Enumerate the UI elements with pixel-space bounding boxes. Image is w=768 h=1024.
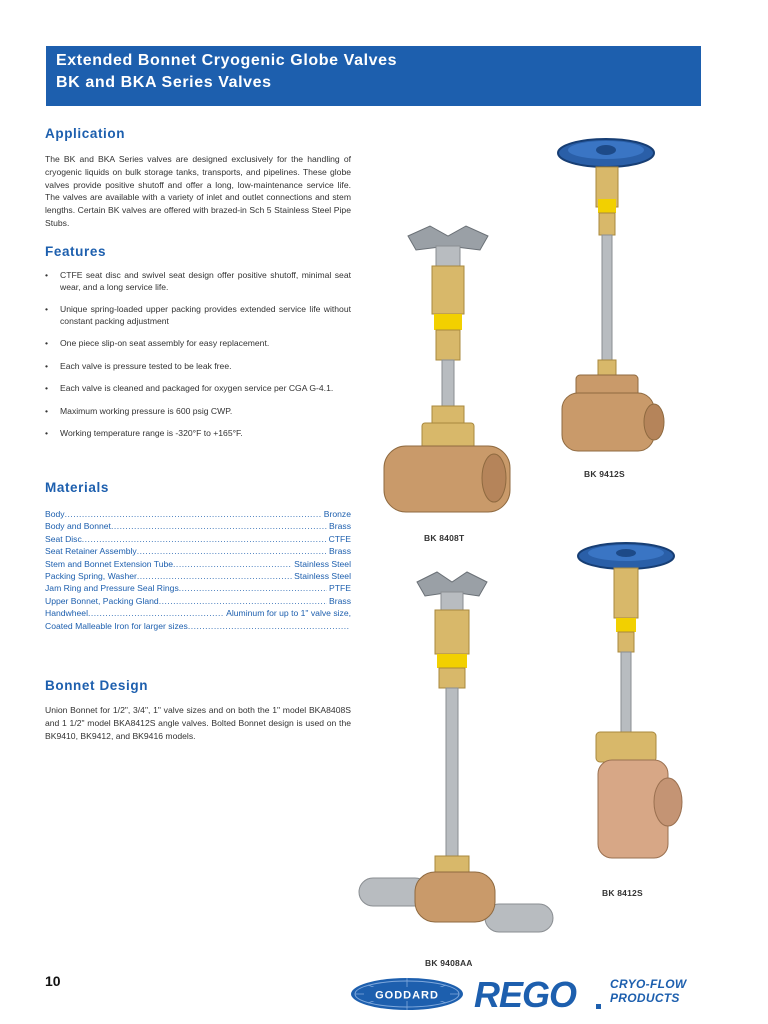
list-item: • Maximum working pressure is 600 psig CWP. (45, 406, 351, 418)
materials-row (45, 520, 351, 532)
materials-list (45, 508, 351, 632)
list-item: • CTFE seat disc and swivel seat design offer positive shutoff, minimal seat wear, and a long service life. (45, 270, 351, 293)
goddard-logo (348, 975, 466, 1013)
product-caption: BK 8412S (602, 888, 643, 898)
page-title: Extended Bonnet Cryogenic Globe Valves (56, 52, 398, 69)
page-subtitle: BK and BKA Series Valves (56, 74, 272, 91)
material-part: Handwheel (45, 608, 88, 619)
list-item: • Each valve is cleaned and packaged for oxygen service per CGA G-4.1. (45, 383, 351, 395)
material-part: Upper Bonnet, Packing Gland (45, 595, 159, 606)
materials-row (45, 533, 351, 545)
svg-text:REGO: REGO (474, 975, 577, 1013)
product-caption: BK 9408AA (425, 958, 473, 968)
application-heading: Application (45, 126, 126, 141)
list-item: • Unique spring-loaded upper packing provides extended service life without constant packing adjustment (45, 304, 351, 327)
materials-row (45, 508, 351, 520)
materials-row (45, 607, 351, 619)
bonnet-design-heading: Bonnet Design (45, 678, 149, 693)
cryo-flow-line2: PRODUCTS (610, 991, 680, 1005)
valve-bk8408t-image (378, 218, 518, 528)
product-caption: BK 8408T (424, 533, 465, 543)
features-list (45, 270, 351, 440)
materials-row (45, 620, 351, 632)
material-value: Brass (329, 595, 351, 606)
list-item: • One piece slip-on seat assembly for easy replacement. (45, 338, 351, 350)
valve-bk9412s-image (548, 135, 668, 465)
material-part: Body and Bonnet (45, 521, 111, 532)
material-part: Seat Disc (45, 533, 82, 544)
product-caption: BK 9412S (584, 469, 625, 479)
page-number: 10 (45, 973, 61, 989)
material-part: Seat Retainer Assembly (45, 546, 137, 557)
valve-bk9408aa-image (355, 566, 560, 956)
material-value: Stainless Steel (294, 571, 351, 582)
cryo-flow-logo (610, 977, 686, 1005)
materials-row (45, 582, 351, 594)
materials-row (45, 545, 351, 557)
material-value: Brass (329, 521, 351, 532)
materials-row (45, 558, 351, 570)
material-part: Stem and Bonnet Extension Tube (45, 558, 174, 569)
materials-row (45, 570, 351, 582)
application-section (45, 153, 351, 230)
materials-heading: Materials (45, 480, 109, 495)
bonnet-design-section (45, 704, 351, 742)
material-value: Aluminum for up to 1" valve size, (226, 608, 351, 619)
material-value: PTFE (329, 583, 351, 594)
materials-row (45, 595, 351, 607)
material-value: Stainless Steel (294, 558, 351, 569)
material-part: Coated Malleable Iron for larger sizes (45, 620, 188, 631)
material-value: Brass (329, 546, 351, 557)
rego-logo (472, 975, 607, 1013)
valve-bk8412s-image (570, 540, 700, 870)
material-part: Packing Spring, Washer (45, 571, 137, 582)
material-value: Bronze (323, 509, 351, 519)
application-text: The BK and BKA Series valves are designed exclusively for the handling of cryogenic liquids on bulk storage tanks, transports, and pipelines. These globe valves provide positive shutoff and offer a long, low-maintenance service life. The valves are available with a variety of inlet and outlet connections and stem lengths. Certain BK valves are offered with brazed-in Sch 5 Stainless Steel Pipe Stubs. (45, 154, 351, 228)
features-section (45, 270, 351, 451)
material-part: Body (45, 509, 65, 519)
material-value: CTFE (328, 533, 351, 544)
list-item: • Working temperature range is -320°F to +165°F. (45, 428, 351, 440)
bonnet-design-text: Union Bonnet for 1/2", 3/4", 1" valve sizes and on both the 1" model BKA8408S and 1 1/2" model BKA8412S angle valves. Bolted Bonnet design is used on the BK9410, BK9412, and BK9416 models. (45, 705, 351, 741)
features-heading: Features (45, 244, 107, 259)
material-part: Jam Ring and Pressure Seal Rings (45, 583, 179, 594)
list-item: • Each valve is pressure tested to be leak free. (45, 361, 351, 373)
header-banner (46, 46, 701, 106)
svg-text:GODDARD: GODDARD (375, 989, 439, 1002)
cryo-flow-line1: CRYO-FLOW (610, 977, 687, 991)
